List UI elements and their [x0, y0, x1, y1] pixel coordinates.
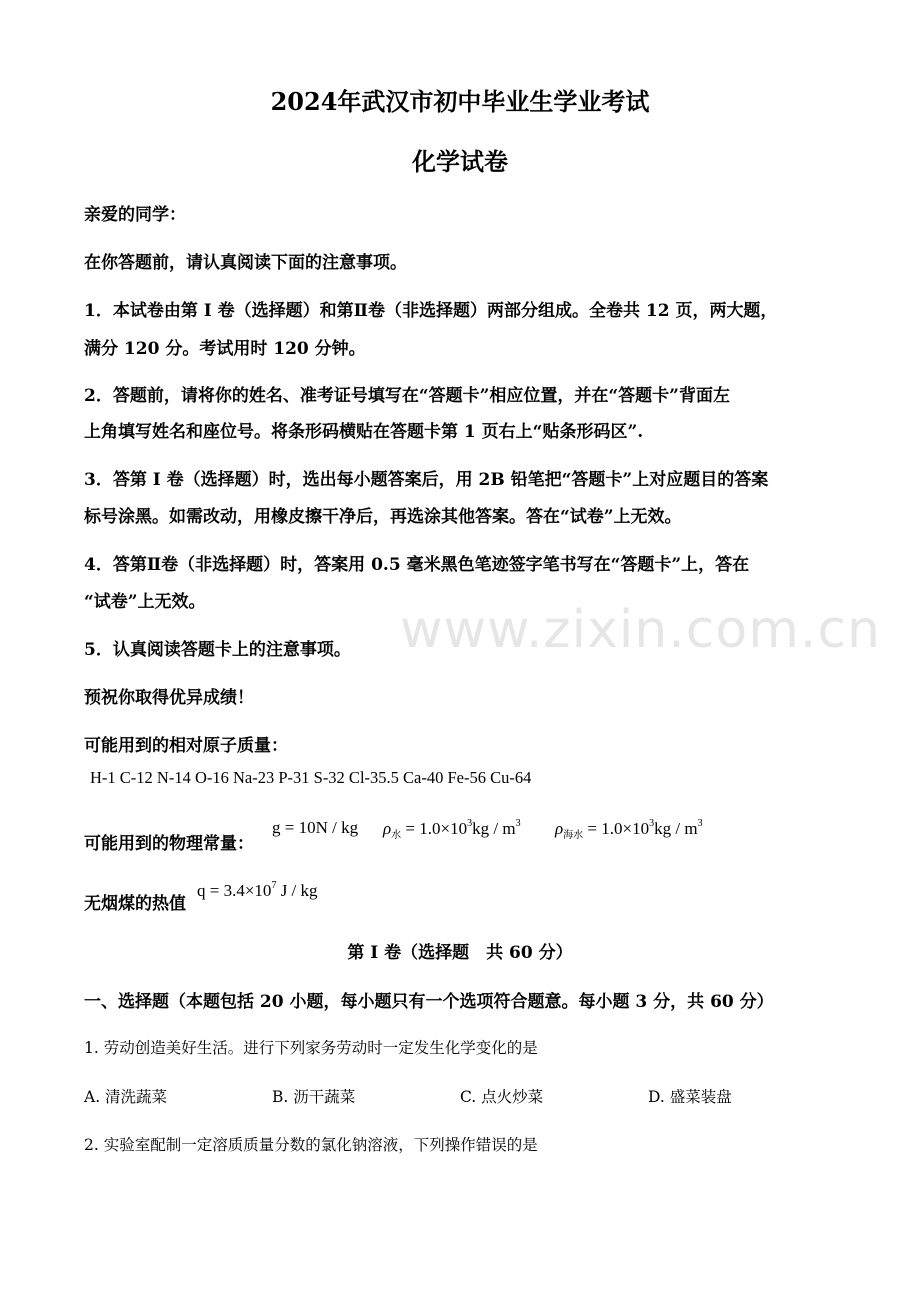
constant-g: g = 10N / kg [272, 818, 359, 837]
rho-sea-value: = 1.0×10 [583, 819, 650, 838]
rho-water-unit-exponent: 3 [515, 818, 521, 829]
atomic-mass-label: 可能用到的相对原子质量： [84, 736, 288, 756]
note-2-line-2: 上角填写姓名和座位号。将条形码横贴在答题卡第 1 页右上“贴条形码区”. [84, 422, 644, 442]
rho-sea-unit-exponent: 3 [697, 818, 703, 829]
greeting: 亲爱的同学： [84, 205, 186, 225]
part-title: 一、选择题（本题包括 20 小题，每小题只有一个选项符合题意。每小题 3 分，共 60 分） [84, 992, 774, 1012]
note-1-line-1: 1．本试卷由第 I 卷（选择题）和第Ⅱ卷（非选择题）两部分组成。全卷共 12 页，两大题， [84, 301, 778, 321]
note-3-line-1: 3．答第 I 卷（选择题）时，选出每小题答案后，用 2B 铅笔把“答题卡”上对应题目的答案 [84, 470, 769, 490]
question-1-option-d: D. 盛菜装盘 [648, 1088, 732, 1106]
question-2: 2. 实验室配制一定溶质质量分数的氯化钠溶液，下列操作错误的是 [84, 1136, 538, 1154]
question-1-option-b: B. 沥干蔬菜 [272, 1088, 356, 1106]
atomic-mass-values: H-1 C-12 N-14 O-16 Na-23 P-31 S-32 Cl-35.5 Ca-40 Fe-56 Cu-64 [90, 768, 532, 787]
constants-label: 可能用到的物理常量： [84, 834, 254, 854]
rho-symbol: ρ [555, 819, 564, 838]
note-4-line-1: 4．答第Ⅱ卷（非选择题）时，答案用 0.5 毫米黑色笔迹签字笔书写在“答题卡”上，答在 [84, 555, 750, 575]
constant-rho-water [383, 818, 521, 841]
note-2-line-1: 2．答题前，请将你的姓名、准考证号填写在“答题卡”相应位置，并在“答题卡”背面左 [84, 386, 730, 406]
heat-value-unit: J / kg [276, 881, 318, 900]
rho-sea-subscript: 海水 [563, 830, 584, 841]
note-1-line-2: 满分 120 分。考试用时 120 分钟。 [84, 339, 366, 359]
closing-wish: 预祝你取得优异成绩！ [84, 688, 254, 708]
heat-value-exponent: 7 [271, 880, 277, 891]
rho-water-exponent: 3 [467, 818, 473, 829]
rho-water-value: = 1.0×10 [401, 819, 468, 838]
rho-symbol: ρ [383, 819, 392, 838]
watermark: www.zixin.com.cn [400, 600, 881, 660]
page-subtitle: 化学试卷 [412, 147, 508, 176]
rho-water-subscript: 水 [391, 830, 402, 841]
question-1-option-c: C. 点火炒菜 [460, 1088, 544, 1106]
rho-water-unit: kg / m [472, 819, 516, 838]
question-1: 1. 劳动创造美好生活。进行下列家务劳动时一定发生化学变化的是 [84, 1039, 538, 1057]
heat-value-prefix: q = 3.4×10 [197, 881, 272, 900]
page-title: 2024年武汉市初中毕业生学业考试 [270, 87, 650, 116]
constant-rho-sea [555, 818, 703, 841]
rho-sea-exponent: 3 [649, 818, 655, 829]
note-4-line-2: “试卷”上无效。 [84, 592, 206, 612]
note-5: 5．认真阅读答题卡上的注意事项。 [84, 640, 351, 660]
heat-value-label: 无烟煤的热值 [84, 894, 186, 914]
question-1-option-a: A. 清洗蔬菜 [84, 1088, 168, 1106]
heat-value-formula [197, 880, 318, 901]
instruction: 在你答题前，请认真阅读下面的注意事项。 [84, 253, 407, 273]
section-title: 第 I 卷（选择题 共 60 分） [347, 943, 573, 963]
rho-sea-unit: kg / m [654, 819, 698, 838]
note-3-line-2: 标号涂黑。如需改动，用橡皮擦干净后，再选涂其他答案。答在“试卷”上无效。 [84, 507, 682, 527]
